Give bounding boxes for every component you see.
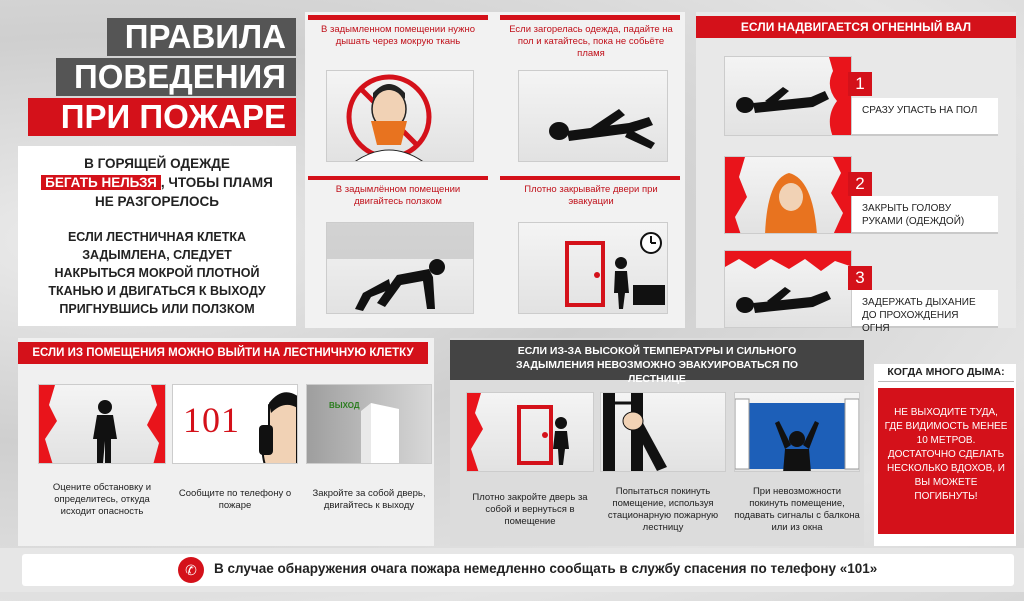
tip-4-text: Плотно закрывайте двери при эвакуации [524, 184, 658, 207]
fire-wave-step-2-number: 2 [848, 172, 872, 196]
exit-door-illustration [306, 384, 432, 464]
phone-call-illustration [172, 384, 298, 464]
tip-3-text: В задымлённом помещении двигайтесь ползком [335, 184, 461, 207]
standing-person-icon [39, 385, 166, 464]
tip-4-illustration [518, 222, 668, 314]
clothing-rule [18, 154, 296, 211]
tip-1-text: В задымленном помещении нужно дышать через мокрую ткань [320, 24, 475, 47]
cover-head-icon [725, 157, 852, 234]
close-door-text: Плотно закройте дверь за собой и вернуться в помещение [472, 492, 588, 527]
assess-illustration [38, 384, 166, 464]
stairs-exit-header: ЕСЛИ ИЗ ПОМЕЩЕНИЯ МОЖНО ВЫЙТИ НА ЛЕСТНИЧНУЮ КЛЕТКУ [18, 342, 428, 364]
rolling-person-icon [519, 71, 668, 162]
tip-1-illustration [326, 70, 474, 162]
info-panel [18, 146, 296, 326]
window-signal-icon [735, 393, 860, 472]
exit-text: Закройте за собой дверь, двигайтесь к выходу [312, 488, 426, 511]
open-door-icon [307, 385, 432, 464]
lying-person-icon [725, 57, 852, 136]
fire-wave-header: ЕСЛИ НАДВИГАЕТСЯ ОГНЕННЫЙ ВАЛ [696, 16, 1016, 38]
title-line-1: ПРАВИЛА [107, 18, 296, 56]
lying-person-flames-icon [725, 251, 852, 328]
fire-ladder-icon [601, 393, 726, 472]
much-smoke-text: НЕ ВЫХОДИТЕ ТУДА, ГДЕ ВИДИМОСТЬ МЕНЕЕ 10 МЕТРОВ. ДОСТАТОЧНО СДЕЛАТЬ НЕСКОЛЬКО ВДОХОВ, И ВЫ МОЖЕТЕ ПОГИБНУТЬ! [878, 388, 1014, 534]
fire-wave-step-1-illustration [724, 56, 852, 136]
clothing-rule-line-3: НЕ РАЗГОРЕЛОСЬ [95, 194, 219, 209]
much-smoke-header: КОГДА МНОГО ДЫМА: [878, 366, 1014, 382]
closed-door-icon [519, 223, 668, 314]
crawling-person-icon [327, 223, 474, 314]
fire-wave-step-1-text: СРАЗУ УПАСТЬ НА ПОЛ [852, 98, 998, 136]
assess-text: Оцените обстановку и определитесь, откуда исходит опасность [52, 482, 152, 517]
tip-1-header-bar [308, 15, 488, 20]
fire-wave-step-3-number: 3 [848, 266, 872, 290]
title-line-3: ПРИ ПОЖАРЕ [28, 98, 296, 136]
fire-wave-step-2-text: ЗАКРЫТЬ ГОЛОВУ РУКАМИ (ОДЕЖДОЙ) [852, 196, 998, 234]
tip-2-text: Если загорелась одежда, падайте на пол и катайтесь, пока не собьёте пламя [509, 24, 673, 59]
window-signal-illustration [734, 392, 860, 472]
no-evac-header: ЕСЛИ ИЗ-ЗА ВЫСОКОЙ ТЕМПЕРАТУРЫ И СИЛЬНОГО ЗАДЫМЛЕНИЯ НЕВОЗМОЖНО ЭВАКУИРОВАТЬСЯ ПО ЛЕСТНИЦЕ [450, 340, 864, 380]
report-text: Сообщите по телефону о пожаре [178, 488, 292, 511]
fire-wave-step-2-illustration [724, 156, 852, 234]
footer-text: В случае обнаружения очага пожара немедленно сообщать в службу спасения по телефону «101» [214, 561, 878, 576]
fire-wave-step-3-text: ЗАДЕРЖАТЬ ДЫХАНИЕ ДО ПРОХОЖДЕНИЯ ОГНЯ [852, 290, 998, 328]
title-line-2: ПОВЕДЕНИЯ [56, 58, 296, 96]
phone-number-101: 101 [183, 400, 240, 440]
tip-2-header-bar [500, 15, 680, 20]
tip-3-header-bar [308, 176, 488, 180]
fire-wave-step-3-illustration [724, 250, 852, 328]
tip-4-header-bar [500, 176, 680, 180]
phone-icon: ✆ [178, 557, 204, 583]
tip-2-illustration [518, 70, 668, 162]
phone-person-icon [173, 385, 298, 464]
clothing-rule-line-2: , ЧТОБЫ ПЛАМЯ [160, 175, 273, 190]
fire-ladder-illustration [600, 392, 726, 472]
clothing-rule-line-1: В ГОРЯЩЕЙ ОДЕЖДЕ [84, 156, 230, 171]
mask-breathing-icon [327, 71, 474, 162]
clothing-rule-highlight: БЕГАТЬ НЕЛЬЗЯ [41, 175, 161, 190]
stairs-smoke-rule: ЕСЛИ ЛЕСТНИЧНАЯ КЛЕТКА ЗАДЫМЛЕНА, СЛЕДУЕТ НАКРЫТЬСЯ МОКРОЙ ПЛОТНОЙ ТКАНЬЮ И ДВИГАТЬСЯ К ВЫХОДУ ПРИГНУВШИСЬ ИЛИ ПОЛЗКОМ [48, 230, 266, 316]
tip-3-illustration [326, 222, 474, 314]
window-signal-text: При невозможности покинуть помещение, подавать сигналы с балкона или из окна [734, 486, 860, 533]
fire-wave-step-1-number: 1 [848, 72, 872, 96]
exit-sign: ВЫХОД [329, 401, 360, 410]
door-person-icon [467, 393, 594, 472]
fire-ladder-text: Попытаться покинуть помещение, используя стационарную пожарную лестницу [607, 486, 719, 533]
close-door-illustration [466, 392, 594, 472]
